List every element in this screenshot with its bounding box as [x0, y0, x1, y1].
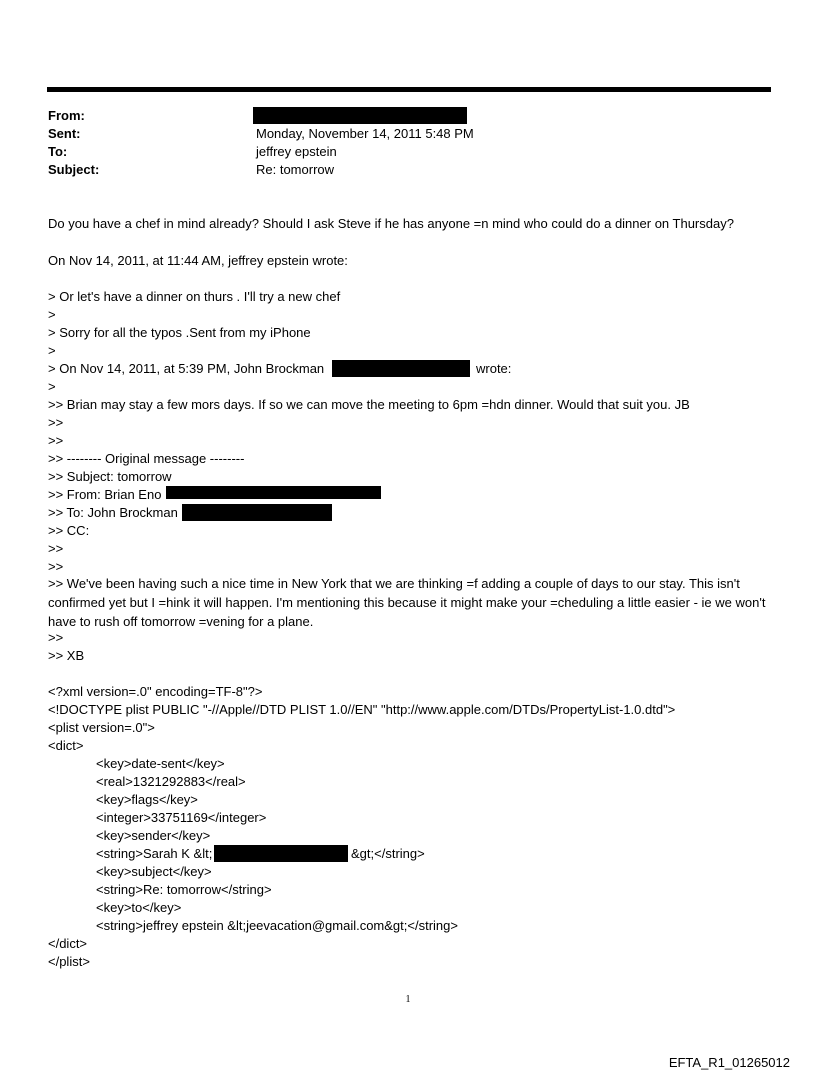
redaction-sender-email	[214, 845, 348, 862]
to-value: jeffrey epstein	[256, 144, 337, 159]
plist-line: &gt;</string>	[351, 846, 425, 861]
quote-line: > Or let's have a dinner on thurs . I'll try a new chef	[48, 289, 341, 304]
plist-line: </dict>	[48, 936, 88, 951]
sent-value: Monday, November 14, 2011 5:48 PM	[256, 126, 474, 141]
quote-line: >	[48, 307, 56, 322]
plist-line: <integer>33751169</integer>	[96, 810, 267, 825]
page-number: 1	[405, 994, 411, 1005]
header-rule	[47, 87, 771, 92]
plist-line: <string>Re: tomorrow</string>	[96, 882, 272, 897]
sent-label: Sent:	[48, 126, 81, 141]
quote-line: >	[48, 379, 56, 394]
plist-line: <key>to</key>	[96, 900, 182, 915]
plist-line: <dict>	[48, 738, 84, 753]
from-label: From:	[48, 108, 85, 123]
plist-line: </plist>	[48, 954, 90, 969]
plist-line: <key>flags</key>	[96, 792, 198, 807]
plist-line: <plist version=.0">	[48, 720, 155, 735]
plist-line: <key>date-sent</key>	[96, 756, 225, 771]
quote-line: >> To: John Brockman	[48, 505, 178, 520]
plist-line: <real>1321292883</real>	[96, 774, 246, 789]
redaction-brockman-email	[332, 360, 470, 377]
quote-line: > On Nov 14, 2011, at 5:39 PM, John Brockman	[48, 361, 325, 376]
quote-line: >>	[48, 433, 64, 448]
to-label: To:	[48, 144, 68, 159]
quote-line: wrote:	[476, 361, 512, 376]
plist-line: <key>subject</key>	[96, 864, 212, 879]
plist-line: <!DOCTYPE plist PUBLIC "-//Apple//DTD PLIST 1.0//EN" "http://www.apple.com/DTDs/PropertyList-1.0.dtd">	[48, 702, 676, 717]
quote-line: >> XB	[48, 648, 85, 663]
quote-line: >>	[48, 541, 64, 556]
quote-line: >> -------- Original message --------	[48, 451, 245, 466]
quote-line: >> Subject: tomorrow	[48, 469, 172, 484]
redaction-brockman-email	[182, 504, 332, 521]
plist-line: <string>jeffrey epstein &lt;jeevacation@gmail.com&gt;</string>	[96, 918, 458, 933]
quote-paragraph: >> We've been having such a nice time in New York that we are thinking =f adding a couple of days to our stay. This isn't confirmed yet but I =hink it will happen. I'm mentioning this because it might make your =cheduling a little easier - ie we won't have to rush off tomorrow =vening for a plane.	[48, 576, 766, 629]
quote-line: >>	[48, 559, 64, 574]
subject-value: Re: tomorrow	[256, 162, 335, 177]
redaction-eno-email	[166, 486, 381, 499]
quote-line: >> From: Brian Eno	[48, 487, 162, 502]
quote-line: >	[48, 343, 56, 358]
bates-number: EFTA_R1_01265012	[668, 1055, 790, 1070]
subject-label: Subject:	[48, 162, 100, 177]
plist-line: <?xml version=.0" encoding=TF-8"?>	[48, 684, 263, 699]
body-paragraph-1: Do you have a chef in mind already? Should I ask Steve if he has anyone =n mind who could do a dinner on Thursday?	[48, 216, 734, 231]
quote-line: >> CC:	[48, 523, 90, 538]
plist-line: <string>Sarah K &lt;	[96, 846, 213, 861]
plist-line: <key>sender</key>	[96, 828, 211, 843]
quote-line: >> Brian may stay a few mors days. If so we can move the meeting to 6pm =hdn dinner. Would that suit you. JB	[48, 397, 690, 412]
quote-line: > Sorry for all the typos .Sent from my iPhone	[48, 325, 311, 340]
quote-line: >>	[48, 630, 64, 645]
body-paragraph-2: On Nov 14, 2011, at 11:44 AM, jeffrey epstein wrote:	[48, 253, 348, 268]
redaction-from	[253, 107, 467, 124]
quote-line: >>	[48, 415, 64, 430]
